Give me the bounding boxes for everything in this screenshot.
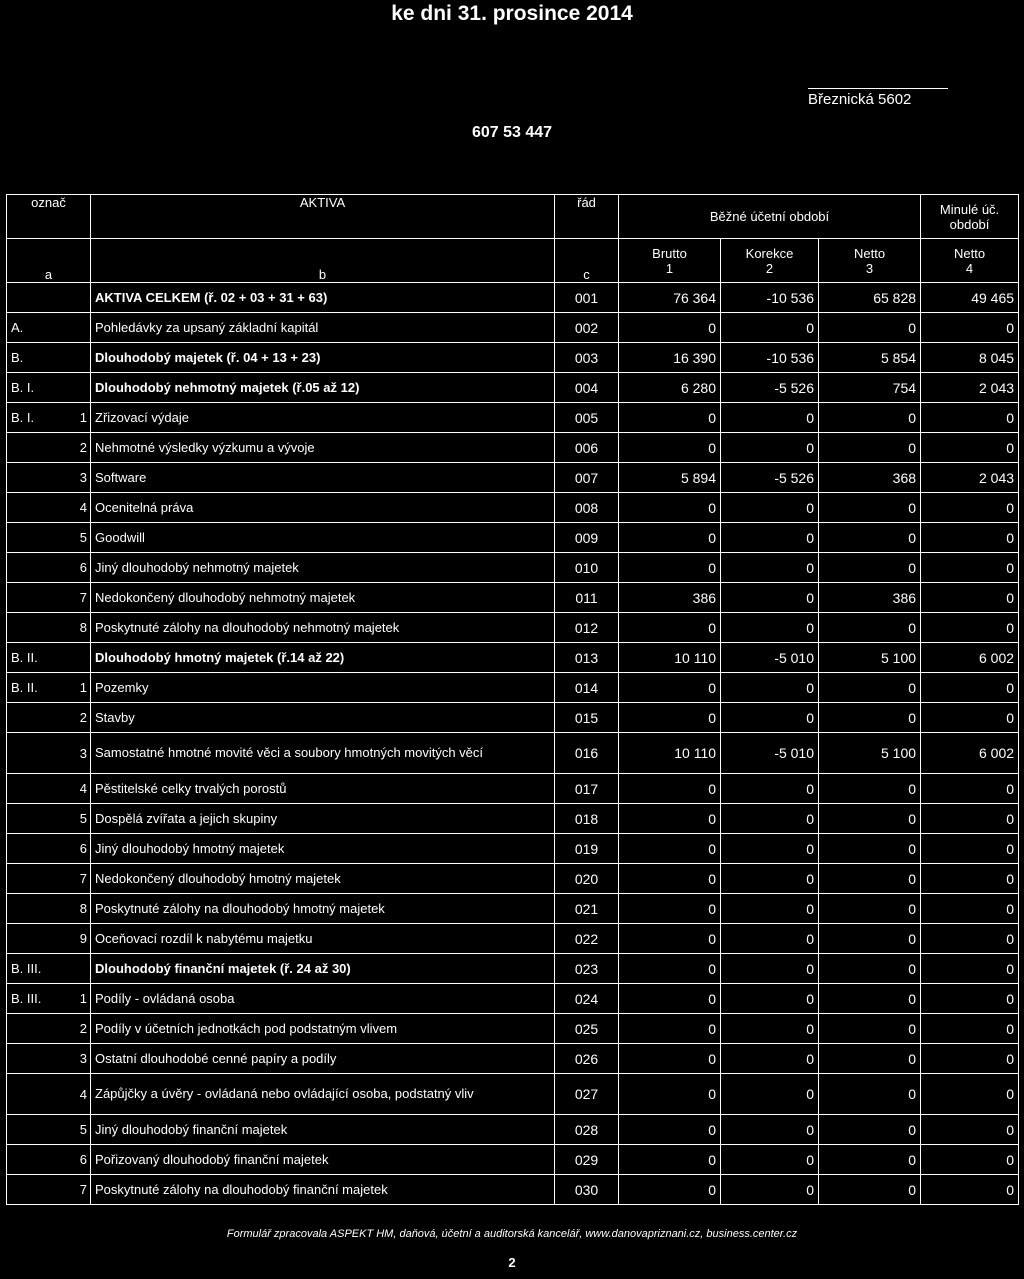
row-rad: 013 (555, 643, 619, 673)
row-brutto: 0 (619, 774, 721, 804)
row-brutto: 0 (619, 1145, 721, 1175)
row-name: Poskytnuté zálohy na dlouhodobý hmotný majetek (91, 894, 555, 924)
row-korekce: 0 (721, 523, 819, 553)
row-name: Dlouhodobý majetek (ř. 04 + 13 + 23) (91, 343, 555, 373)
table-row (7, 373, 1019, 403)
table-row (7, 403, 1019, 433)
row-brutto: 76 364 (619, 283, 721, 313)
row-korekce: 0 (721, 984, 819, 1014)
row-oznac (7, 774, 67, 804)
header-netto (819, 239, 921, 283)
row-oznac (7, 493, 67, 523)
row-rad: 011 (555, 583, 619, 613)
row-netto-prev: 0 (921, 954, 1019, 984)
key-1: 1 (665, 260, 674, 276)
row-brutto: 0 (619, 493, 721, 523)
header-key-b: b (91, 239, 555, 283)
row-netto: 754 (819, 373, 921, 403)
row-name: Samostatné hmotné movité věci a soubory hmotných movitých věcí (91, 733, 555, 774)
table-body (7, 283, 1019, 1205)
table-row (7, 924, 1019, 954)
row-brutto: 10 110 (619, 733, 721, 774)
row-netto: 0 (819, 894, 921, 924)
row-netto: 0 (819, 1145, 921, 1175)
row-netto: 0 (819, 834, 921, 864)
row-rad: 007 (555, 463, 619, 493)
row-name: Zápůjčky a úvěry - ovládaná nebo ovládající osoba, podstatný vliv (91, 1074, 555, 1115)
row-netto: 0 (819, 984, 921, 1014)
row-name: Pořizovaný dlouhodobý finanční majetek (91, 1145, 555, 1175)
row-rad: 023 (555, 954, 619, 984)
row-rad: 026 (555, 1044, 619, 1074)
row-index (67, 643, 91, 673)
row-netto-prev: 0 (921, 403, 1019, 433)
row-netto-prev: 8 045 (921, 343, 1019, 373)
row-netto-prev: 0 (921, 1115, 1019, 1145)
korekce-label: Korekce (745, 245, 794, 261)
table-row (7, 984, 1019, 1014)
row-rad: 030 (555, 1175, 619, 1205)
table-row (7, 1115, 1019, 1145)
row-netto: 0 (819, 493, 921, 523)
row-name: Dlouhodobý finanční majetek (ř. 24 až 30) (91, 954, 555, 984)
table-row (7, 834, 1019, 864)
row-netto-prev: 0 (921, 834, 1019, 864)
row-index: 1 (67, 984, 91, 1014)
row-name: Podíly v účetních jednotkách pod podstatným vlivem (91, 1014, 555, 1044)
header-aktiva: AKTIVA (91, 195, 555, 239)
row-name: Software (91, 463, 555, 493)
row-brutto: 0 (619, 403, 721, 433)
row-name: Nedokončený dlouhodobý hmotný majetek (91, 864, 555, 894)
row-index: 2 (67, 703, 91, 733)
row-name: Pozemky (91, 673, 555, 703)
row-index (67, 283, 91, 313)
row-brutto: 5 894 (619, 463, 721, 493)
row-netto: 0 (819, 523, 921, 553)
footer-note: Formulář zpracovala ASPEKT HM, daňová, účetní a auditorská kancelář, www.danovapriznani.cz, business.center.cz (226, 1228, 798, 1240)
company-id: 607 53 447 (471, 124, 553, 141)
row-index: 3 (67, 463, 91, 493)
table-row (7, 523, 1019, 553)
row-oznac: B. III. (7, 954, 67, 984)
table-row (7, 313, 1019, 343)
row-rad: 022 (555, 924, 619, 954)
table-row (7, 433, 1019, 463)
row-brutto: 0 (619, 1014, 721, 1044)
row-rad: 012 (555, 613, 619, 643)
row-korekce: 0 (721, 774, 819, 804)
row-oznac (7, 613, 67, 643)
table-row (7, 804, 1019, 834)
row-korekce: -5 526 (721, 463, 819, 493)
row-name: Poskytnuté zálohy na dlouhodobý nehmotný majetek (91, 613, 555, 643)
row-netto: 0 (819, 1014, 921, 1044)
row-netto-prev: 0 (921, 774, 1019, 804)
row-brutto: 0 (619, 1115, 721, 1145)
row-name: Jiný dlouhodobý finanční majetek (91, 1115, 555, 1145)
row-korekce: 0 (721, 894, 819, 924)
row-brutto: 0 (619, 804, 721, 834)
row-rad: 014 (555, 673, 619, 703)
row-index (67, 954, 91, 984)
row-name: Ocenitelná práva (91, 493, 555, 523)
row-brutto: 0 (619, 1044, 721, 1074)
row-netto-prev: 0 (921, 553, 1019, 583)
header-current-period: Běžné účetní období (619, 195, 921, 239)
row-netto-prev: 2 043 (921, 373, 1019, 403)
row-korekce: 0 (721, 1074, 819, 1115)
row-index: 1 (67, 673, 91, 703)
row-name: Dospělá zvířata a jejich skupiny (91, 804, 555, 834)
table-row (7, 673, 1019, 703)
table-row (7, 703, 1019, 733)
table-row (7, 1014, 1019, 1044)
row-oznac: B. II. (7, 673, 67, 703)
row-rad: 001 (555, 283, 619, 313)
row-oznac (7, 1044, 67, 1074)
row-netto-prev: 0 (921, 583, 1019, 613)
row-index: 4 (67, 774, 91, 804)
row-brutto: 0 (619, 894, 721, 924)
row-netto-prev: 0 (921, 1145, 1019, 1175)
row-index: 3 (67, 1044, 91, 1074)
row-korekce: 0 (721, 583, 819, 613)
row-brutto: 0 (619, 433, 721, 463)
row-brutto: 0 (619, 984, 721, 1014)
row-rad: 028 (555, 1115, 619, 1145)
company-address: Březnická 5602 (808, 88, 948, 108)
row-oznac: B. II. (7, 643, 67, 673)
row-brutto: 0 (619, 834, 721, 864)
row-netto: 0 (819, 924, 921, 954)
row-netto-prev: 0 (921, 523, 1019, 553)
row-name: Pěstitelské celky trvalých porostů (91, 774, 555, 804)
row-oznac (7, 1014, 67, 1044)
row-korekce: -5 010 (721, 643, 819, 673)
row-rad: 015 (555, 703, 619, 733)
row-index: 5 (67, 523, 91, 553)
row-netto: 0 (819, 1074, 921, 1115)
row-brutto: 0 (619, 613, 721, 643)
row-netto-prev: 0 (921, 894, 1019, 924)
row-index: 8 (67, 894, 91, 924)
row-index: 3 (67, 733, 91, 774)
row-netto: 0 (819, 613, 921, 643)
row-oznac (7, 894, 67, 924)
row-brutto: 0 (619, 553, 721, 583)
row-netto: 0 (819, 313, 921, 343)
row-name: Ostatní dlouhodobé cenné papíry a podíly (91, 1044, 555, 1074)
row-name: Podíly - ovládaná osoba (91, 984, 555, 1014)
row-netto: 0 (819, 703, 921, 733)
row-name: Jiný dlouhodobý hmotný majetek (91, 834, 555, 864)
row-netto-prev: 0 (921, 924, 1019, 954)
row-index: 9 (67, 924, 91, 954)
row-name: Stavby (91, 703, 555, 733)
netto-prev-label: Netto (953, 245, 986, 261)
row-index: 6 (67, 834, 91, 864)
row-brutto: 386 (619, 583, 721, 613)
row-brutto: 0 (619, 954, 721, 984)
table-row (7, 463, 1019, 493)
row-netto-prev: 0 (921, 313, 1019, 343)
row-brutto: 0 (619, 523, 721, 553)
row-oznac (7, 583, 67, 613)
row-korekce: 0 (721, 1145, 819, 1175)
row-name: Goodwill (91, 523, 555, 553)
row-oznac (7, 834, 67, 864)
row-netto: 0 (819, 954, 921, 984)
row-brutto: 0 (619, 1074, 721, 1115)
header-brutto (619, 239, 721, 283)
row-oznac (7, 463, 67, 493)
row-netto: 0 (819, 1044, 921, 1074)
row-netto-prev: 49 465 (921, 283, 1019, 313)
row-index: 1 (67, 403, 91, 433)
page-number: 2 (508, 1255, 516, 1270)
row-index: 7 (67, 1175, 91, 1205)
row-oznac (7, 433, 67, 463)
header-rad: řád (555, 195, 619, 239)
row-netto-prev: 0 (921, 984, 1019, 1014)
row-netto: 368 (819, 463, 921, 493)
table-row (7, 553, 1019, 583)
row-name: Pohledávky za upsaný základní kapitál (91, 313, 555, 343)
row-korekce: 0 (721, 1175, 819, 1205)
row-oznac (7, 1145, 67, 1175)
row-index: 5 (67, 804, 91, 834)
row-index: 7 (67, 864, 91, 894)
table-row (7, 1145, 1019, 1175)
row-netto-prev: 6 002 (921, 733, 1019, 774)
row-netto-prev: 0 (921, 703, 1019, 733)
brutto-label: Brutto (652, 245, 687, 261)
row-netto: 0 (819, 403, 921, 433)
row-korekce: 0 (721, 553, 819, 583)
row-korekce: 0 (721, 804, 819, 834)
table-row (7, 613, 1019, 643)
row-oznac (7, 924, 67, 954)
table-row (7, 864, 1019, 894)
row-netto-prev: 0 (921, 433, 1019, 463)
row-netto: 5 100 (819, 643, 921, 673)
row-korekce: 0 (721, 1014, 819, 1044)
row-netto-prev: 6 002 (921, 643, 1019, 673)
row-netto: 5 854 (819, 343, 921, 373)
row-rad: 008 (555, 493, 619, 523)
table-row (7, 733, 1019, 774)
row-name: Dlouhodobý nehmotný majetek (ř.05 až 12) (91, 373, 555, 403)
row-name: Jiný dlouhodobý nehmotný majetek (91, 553, 555, 583)
row-korekce: 0 (721, 673, 819, 703)
row-rad: 018 (555, 804, 619, 834)
document-title: ke dni 31. prosince 2014 (391, 2, 633, 25)
table-row (7, 283, 1019, 313)
row-name: Dlouhodobý hmotný majetek (ř.14 až 22) (91, 643, 555, 673)
netto-label: Netto (853, 245, 886, 261)
header-netto-prev (921, 239, 1019, 283)
row-index: 8 (67, 613, 91, 643)
row-netto-prev: 0 (921, 1175, 1019, 1205)
row-korekce: 0 (721, 1044, 819, 1074)
row-brutto: 0 (619, 924, 721, 954)
row-oznac: B. (7, 343, 67, 373)
row-netto-prev: 0 (921, 804, 1019, 834)
row-oznac (7, 733, 67, 774)
row-oznac: B. III. (7, 984, 67, 1014)
row-netto: 0 (819, 433, 921, 463)
row-netto-prev: 0 (921, 1074, 1019, 1115)
row-oznac (7, 1175, 67, 1205)
row-korekce: -5 526 (721, 373, 819, 403)
row-korekce: 0 (721, 493, 819, 523)
row-korekce: -10 536 (721, 283, 819, 313)
row-netto: 65 828 (819, 283, 921, 313)
row-oznac (7, 1115, 67, 1145)
row-rad: 021 (555, 894, 619, 924)
row-name: Nedokončený dlouhodobý nehmotný majetek (91, 583, 555, 613)
row-rad: 019 (555, 834, 619, 864)
row-brutto: 0 (619, 1175, 721, 1205)
row-rad: 003 (555, 343, 619, 373)
row-index: 6 (67, 553, 91, 583)
row-oznac (7, 804, 67, 834)
row-index (67, 343, 91, 373)
row-netto: 0 (819, 673, 921, 703)
row-index: 6 (67, 1145, 91, 1175)
row-korekce: 0 (721, 834, 819, 864)
row-oznac: B. I. (7, 403, 67, 433)
balance-sheet-table (6, 194, 1019, 1205)
row-korekce: 0 (721, 433, 819, 463)
row-oznac (7, 864, 67, 894)
row-index: 5 (67, 1115, 91, 1145)
row-netto-prev: 0 (921, 493, 1019, 523)
header-korekce (721, 239, 819, 283)
row-netto: 0 (819, 774, 921, 804)
table-row (7, 774, 1019, 804)
header-key-c: c (555, 239, 619, 283)
row-index: 7 (67, 583, 91, 613)
row-rad: 002 (555, 313, 619, 343)
row-index: 2 (67, 1014, 91, 1044)
row-rad: 017 (555, 774, 619, 804)
table-row (7, 643, 1019, 673)
row-name: Poskytnuté zálohy na dlouhodobý finanční majetek (91, 1175, 555, 1205)
row-korekce: 0 (721, 924, 819, 954)
row-oznac (7, 523, 67, 553)
row-netto-prev: 2 043 (921, 463, 1019, 493)
table-row (7, 894, 1019, 924)
table-row (7, 1074, 1019, 1115)
row-rad: 004 (555, 373, 619, 403)
key-2: 2 (765, 260, 774, 276)
row-name: Zřizovací výdaje (91, 403, 555, 433)
row-brutto: 6 280 (619, 373, 721, 403)
header-key-a: a (7, 239, 91, 283)
header-oznac: označ (7, 195, 91, 239)
row-brutto: 0 (619, 673, 721, 703)
row-korekce: 0 (721, 864, 819, 894)
row-korekce: -5 010 (721, 733, 819, 774)
row-rad: 016 (555, 733, 619, 774)
row-rad: 020 (555, 864, 619, 894)
row-netto: 0 (819, 1115, 921, 1145)
row-rad: 024 (555, 984, 619, 1014)
row-korekce: 0 (721, 954, 819, 984)
row-brutto: 16 390 (619, 343, 721, 373)
row-rad: 010 (555, 553, 619, 583)
row-netto-prev: 0 (921, 864, 1019, 894)
row-netto: 0 (819, 864, 921, 894)
table-row (7, 493, 1019, 523)
row-index (67, 313, 91, 343)
row-korekce: 0 (721, 403, 819, 433)
row-index: 4 (67, 1074, 91, 1115)
row-oznac (7, 553, 67, 583)
row-rad: 029 (555, 1145, 619, 1175)
row-netto: 5 100 (819, 733, 921, 774)
row-korekce: 0 (721, 703, 819, 733)
header-previous-period: Minulé úč. období (921, 195, 1019, 239)
row-rad: 005 (555, 403, 619, 433)
row-netto-prev: 0 (921, 673, 1019, 703)
row-brutto: 10 110 (619, 643, 721, 673)
row-oznac (7, 703, 67, 733)
row-netto: 0 (819, 553, 921, 583)
row-rad: 009 (555, 523, 619, 553)
row-netto-prev: 0 (921, 613, 1019, 643)
row-korekce: 0 (721, 613, 819, 643)
table-row (7, 1175, 1019, 1205)
row-oznac: B. I. (7, 373, 67, 403)
row-brutto: 0 (619, 703, 721, 733)
table-row (7, 583, 1019, 613)
row-index: 4 (67, 493, 91, 523)
table-row (7, 1044, 1019, 1074)
key-4: 4 (965, 260, 974, 276)
row-index: 2 (67, 433, 91, 463)
row-netto-prev: 0 (921, 1014, 1019, 1044)
row-oznac: A. (7, 313, 67, 343)
row-netto: 0 (819, 804, 921, 834)
row-name: AKTIVA CELKEM (ř. 02 + 03 + 31 + 63) (91, 283, 555, 313)
row-oznac (7, 283, 67, 313)
row-rad: 027 (555, 1074, 619, 1115)
row-brutto: 0 (619, 864, 721, 894)
table-row (7, 343, 1019, 373)
row-index (67, 373, 91, 403)
row-korekce: 0 (721, 1115, 819, 1145)
row-netto: 386 (819, 583, 921, 613)
row-korekce: -10 536 (721, 343, 819, 373)
row-rad: 025 (555, 1014, 619, 1044)
table-row (7, 954, 1019, 984)
row-name: Nehmotné výsledky výzkumu a vývoje (91, 433, 555, 463)
row-netto-prev: 0 (921, 1044, 1019, 1074)
row-name: Oceňovací rozdíl k nabytému majetku (91, 924, 555, 954)
row-brutto: 0 (619, 313, 721, 343)
key-3: 3 (865, 260, 874, 276)
row-rad: 006 (555, 433, 619, 463)
row-oznac (7, 1074, 67, 1115)
row-netto: 0 (819, 1175, 921, 1205)
row-korekce: 0 (721, 313, 819, 343)
